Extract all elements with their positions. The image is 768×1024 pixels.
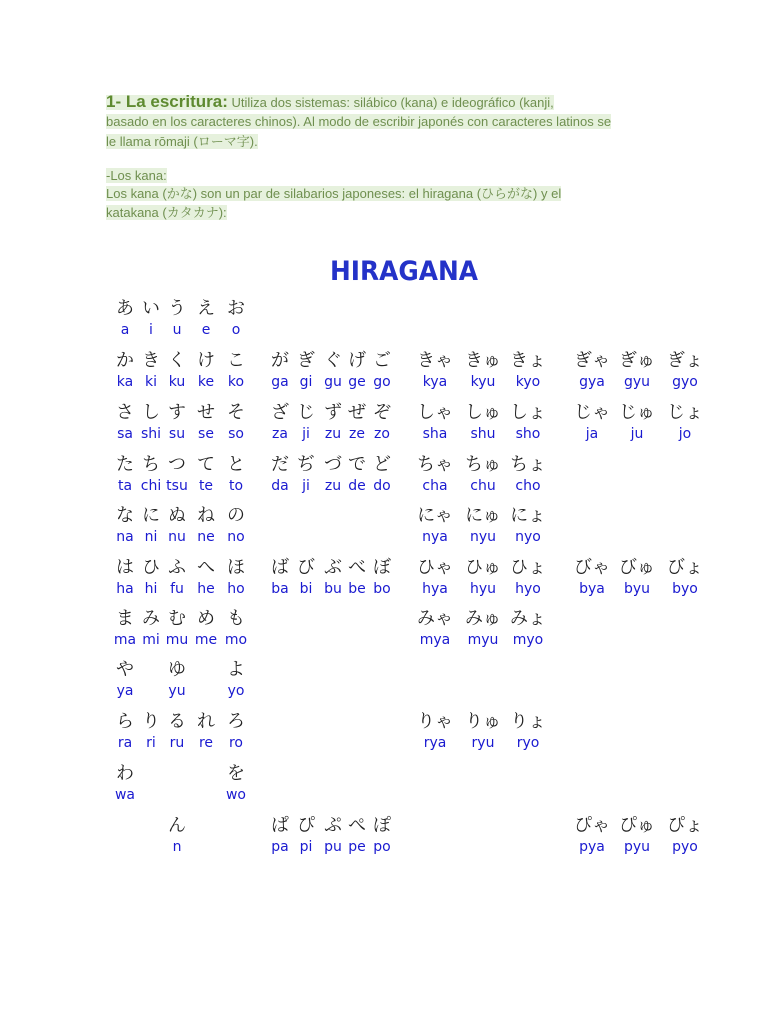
romaji-label: yo (227, 683, 245, 699)
kana-glyph: な (116, 505, 134, 526)
romaji-label: nu (168, 529, 186, 545)
kana-glyph: ゆ (168, 659, 186, 680)
kana-glyph: づ (324, 454, 342, 475)
kana-glyph: みゅ (465, 608, 501, 629)
kana-glyph: の (227, 505, 245, 526)
kana-subheading: -Los kana: (106, 168, 167, 183)
kana-paragraph-line2: katakana (カタカナ): (106, 205, 227, 220)
romaji-label: ga (271, 374, 289, 390)
kana-cell-cho (498, 453, 558, 495)
romaji-label: to (228, 478, 244, 494)
kana-glyph: あ (116, 298, 134, 319)
kana-glyph: にゃ (417, 505, 453, 526)
kana-glyph: ぢ (297, 454, 315, 475)
romaji-label: myu (467, 632, 499, 648)
romaji-label: no (227, 529, 245, 545)
kana-glyph: ぷ (324, 815, 342, 836)
romaji-label: gyo (672, 374, 698, 390)
kana-glyph: きゃ (417, 350, 453, 371)
romaji-label: ku (168, 374, 186, 390)
kana-glyph: びゅ (619, 557, 655, 578)
kana-glyph: じょ (667, 402, 703, 423)
kana-glyph: ぬ (168, 505, 186, 526)
romaji-label: hyu (469, 581, 497, 597)
kana-glyph: りゃ (417, 711, 453, 732)
romaji-label: pyo (672, 839, 698, 855)
kana-glyph: ぺ (348, 815, 366, 836)
romaji-label: u (172, 322, 182, 338)
kana-cell-myo (498, 607, 558, 649)
kana-glyph: ぜ (348, 402, 366, 423)
romaji-label: ji (302, 478, 310, 494)
romaji-label: chu (470, 478, 496, 494)
kana-glyph: さ (116, 402, 134, 423)
kana-glyph: り (142, 711, 160, 732)
romaji-label: bo (373, 581, 391, 597)
romaji-label: po (373, 839, 391, 855)
kana-glyph: じ (297, 402, 315, 423)
kana-glyph: ね (197, 505, 215, 526)
romaji-label: mu (165, 632, 189, 648)
kana-glyph: ひゅ (465, 557, 501, 578)
kana-glyph: しゃ (417, 402, 453, 423)
kana-glyph: ま (116, 608, 134, 629)
kana-glyph: ら (116, 711, 134, 732)
romaji-label: ju (630, 426, 644, 442)
romaji-label: byo (672, 581, 698, 597)
romaji-label: gyu (623, 374, 651, 390)
romaji-label: ji (302, 426, 310, 442)
kana-cell-go (352, 349, 412, 391)
kana-cell-yu (147, 658, 207, 700)
kana-glyph: にゅ (465, 505, 501, 526)
romaji-label: sho (515, 426, 541, 442)
kana-glyph: も (227, 608, 245, 629)
kana-glyph: にょ (510, 505, 546, 526)
kana-glyph: ぴ (297, 815, 315, 836)
kana-cell-jo (655, 401, 715, 443)
kana-glyph: ず (324, 402, 342, 423)
kana-glyph: しょ (510, 402, 546, 423)
romaji-label: pa (271, 839, 289, 855)
romaji-label: ryo (516, 735, 540, 751)
intro-paragraph-line1: 1- La escritura: Utiliza dos sistemas: silábico (kana) e ideográfico (kanji, (106, 92, 554, 111)
kana-cell-zo (352, 401, 412, 443)
romaji-label: ni (144, 529, 158, 545)
romaji-label: kya (422, 374, 448, 390)
romaji-label: ke (197, 374, 215, 390)
romaji-label: pya (579, 839, 605, 855)
romaji-label: ru (169, 735, 185, 751)
romaji-label: bi (299, 581, 313, 597)
kana-glyph: びゃ (574, 557, 610, 578)
romaji-label: fu (170, 581, 184, 597)
kana-cell-ro (206, 710, 266, 752)
romaji-label: bya (579, 581, 605, 597)
romaji-label: ba (271, 581, 289, 597)
kana-glyph: ぎ (297, 350, 315, 371)
romaji-label: bu (324, 581, 342, 597)
romaji-label: te (198, 478, 214, 494)
kana-glyph: へ (197, 557, 215, 578)
romaji-label: ha (116, 581, 134, 597)
romaji-label: he (197, 581, 215, 597)
kana-glyph: ぞ (373, 402, 391, 423)
kana-glyph: ふ (168, 557, 186, 578)
romaji-label: o (231, 322, 241, 338)
kana-cell-kyo (498, 349, 558, 391)
romaji-label: pu (324, 839, 342, 855)
kana-glyph: ぼ (373, 557, 391, 578)
kana-glyph: や (116, 659, 134, 680)
kana-cell-hyo (498, 556, 558, 598)
kana-cell-gyo (655, 349, 715, 391)
romaji-label: wo (225, 787, 246, 803)
kana-glyph: く (168, 350, 186, 371)
kana-glyph: こ (227, 350, 245, 371)
romaji-label: cha (422, 478, 448, 494)
kana-glyph: げ (348, 350, 366, 371)
kana-paragraph-line1: Los kana (かな) son un par de silabarios japoneses: el hiragana (ひらがな) y el (106, 186, 562, 201)
romaji-label: me (194, 632, 218, 648)
romaji-label: ja (585, 426, 599, 442)
kana-glyph: きょ (510, 350, 546, 371)
kana-glyph: に (142, 505, 160, 526)
kana-glyph: ひょ (510, 557, 546, 578)
kana-glyph: ぎゃ (574, 350, 610, 371)
romaji-label: be (348, 581, 366, 597)
kana-glyph: お (227, 298, 245, 319)
romaji-label: shi (140, 426, 162, 442)
kana-glyph: い (142, 298, 160, 319)
romaji-label: jo (678, 426, 692, 442)
kana-glyph: け (197, 350, 215, 371)
kana-cell-wa (95, 762, 155, 804)
intro-text (106, 92, 666, 223)
section-heading: 1- La escritura: (106, 92, 228, 111)
kana-glyph: ぎゅ (619, 350, 655, 371)
kana-glyph: ぴゃ (574, 815, 610, 836)
kana-cell-o (206, 297, 266, 339)
kana-glyph: か (116, 350, 134, 371)
kana-glyph: む (168, 608, 186, 629)
romaji-label: re (198, 735, 214, 751)
romaji-label: mo (224, 632, 248, 648)
kana-cell-ya (95, 658, 155, 700)
romaji-label: i (149, 322, 153, 338)
romaji-label: e (201, 322, 211, 338)
romaji-label: zo (374, 426, 390, 442)
kana-glyph: ぽ (373, 815, 391, 836)
romaji-label: nyu (469, 529, 497, 545)
kana-glyph: びょ (667, 557, 703, 578)
romaji-label: ka (116, 374, 134, 390)
kana-glyph: ご (373, 350, 391, 371)
romaji-label: zu (324, 426, 342, 442)
romaji-label: ryu (471, 735, 495, 751)
kana-glyph: ろ (227, 711, 245, 732)
romaji-label: kyu (470, 374, 496, 390)
kana-glyph: わ (116, 763, 134, 784)
romaji-label: ze (349, 426, 365, 442)
kana-glyph: つ (168, 454, 186, 475)
romaji-label: sa (117, 426, 133, 442)
kana-glyph: ち (142, 454, 160, 475)
kana-glyph: せ (197, 402, 215, 423)
kana-glyph: ひ (142, 557, 160, 578)
romaji-label: ro (228, 735, 243, 751)
romaji-label: a (120, 322, 130, 338)
romaji-label: ra (117, 735, 133, 751)
kana-glyph: う (168, 298, 186, 319)
kana-glyph: ど (373, 454, 391, 475)
romaji-label: se (198, 426, 214, 442)
kana-glyph: みゃ (417, 608, 453, 629)
kana-glyph: じゅ (619, 402, 655, 423)
romaji-label: byu (623, 581, 651, 597)
kana-cell-n (147, 814, 207, 856)
kana-glyph: た (116, 454, 134, 475)
romaji-label: so (228, 426, 244, 442)
romaji-label: gi (299, 374, 313, 390)
kana-glyph: ちゅ (465, 454, 501, 475)
kana-glyph: ん (168, 815, 186, 836)
kana-cell-nyo (498, 504, 558, 546)
romaji-label: hyo (515, 581, 541, 597)
romaji-label: rya (423, 735, 447, 751)
romaji-label: n (172, 839, 182, 855)
romaji-label: do (373, 478, 391, 494)
kana-glyph: し (142, 402, 160, 423)
kana-glyph: え (197, 298, 215, 319)
romaji-label: sha (422, 426, 448, 442)
kana-glyph: ぐ (324, 350, 342, 371)
hiragana-chart-title: HIRAGANA (330, 256, 479, 287)
kana-glyph: で (348, 454, 366, 475)
romaji-label: shu (470, 426, 496, 442)
kana-glyph: ば (271, 557, 289, 578)
kana-glyph: ちゃ (417, 454, 453, 475)
romaji-label: myo (512, 632, 544, 648)
romaji-label: ge (348, 374, 366, 390)
romaji-label: ne (197, 529, 215, 545)
kana-glyph: ぎょ (667, 350, 703, 371)
kana-glyph: き (142, 350, 160, 371)
romaji-label: hi (144, 581, 158, 597)
kana-cell-wo (206, 762, 266, 804)
kana-cell-bo (352, 556, 412, 598)
romaji-label: mi (142, 632, 160, 648)
romaji-label: wa (114, 787, 136, 803)
romaji-label: ki (145, 374, 157, 390)
romaji-label: ri (146, 735, 156, 751)
romaji-label: tsu (166, 478, 188, 494)
romaji-label: pi (299, 839, 313, 855)
romaji-label: de (348, 478, 366, 494)
romaji-label: ma (113, 632, 137, 648)
kana-cell-pyo (655, 814, 715, 856)
kana-glyph: べ (348, 557, 366, 578)
kana-glyph: め (197, 608, 215, 629)
kana-glyph: び (297, 557, 315, 578)
romaji-label: gu (324, 374, 342, 390)
kana-glyph: を (227, 763, 245, 784)
kana-cell-sho (498, 401, 558, 443)
kana-cell-po (352, 814, 412, 856)
romaji-label: kyo (515, 374, 541, 390)
kana-glyph: じゃ (574, 402, 610, 423)
kana-glyph: ぴょ (667, 815, 703, 836)
romaji-label: na (116, 529, 134, 545)
intro-paragraph-line2: basado en los caracteres chinos). Al modo de escribir japonés con caracteres latinos se (106, 114, 612, 129)
romaji-label: mya (419, 632, 451, 648)
kana-cell-no (206, 504, 266, 546)
kana-glyph: だ (271, 454, 289, 475)
romaji-label: ho (227, 581, 245, 597)
kana-glyph: ほ (227, 557, 245, 578)
romaji-label: hya (422, 581, 448, 597)
kana-glyph: きゅ (465, 350, 501, 371)
romaji-label: nya (422, 529, 448, 545)
kana-glyph: しゅ (465, 402, 501, 423)
kana-glyph: そ (227, 402, 245, 423)
romaji-label: cho (515, 478, 541, 494)
romaji-label: go (373, 374, 391, 390)
romaji-label: ta (117, 478, 133, 494)
romaji-label: gya (579, 374, 605, 390)
romaji-label: ko (227, 374, 245, 390)
kana-glyph: よ (227, 659, 245, 680)
kana-glyph: りょ (510, 711, 546, 732)
kana-glyph: て (197, 454, 215, 475)
kana-glyph: が (271, 350, 289, 371)
romaji-label: nyo (515, 529, 541, 545)
kana-glyph: ぶ (324, 557, 342, 578)
kana-glyph: りゅ (465, 711, 501, 732)
romaji-label: zu (324, 478, 342, 494)
romaji-label: yu (168, 683, 186, 699)
kana-glyph: ぱ (271, 815, 289, 836)
kana-cell-yo (206, 658, 266, 700)
romaji-label: su (168, 426, 186, 442)
kana-glyph: ちょ (510, 454, 546, 475)
romaji-label: pe (348, 839, 366, 855)
romaji-label: da (271, 478, 289, 494)
intro-paragraph-line3: le llama rōmaji (ローマ字). (106, 134, 258, 149)
kana-cell-do (352, 453, 412, 495)
kana-glyph: ぴゅ (619, 815, 655, 836)
kana-cell-byo (655, 556, 715, 598)
kana-glyph: み (142, 608, 160, 629)
romaji-label: za (272, 426, 288, 442)
kana-glyph: と (227, 454, 245, 475)
kana-glyph: る (168, 711, 186, 732)
kana-glyph: ひゃ (417, 557, 453, 578)
kana-glyph: れ (197, 711, 215, 732)
kana-glyph: は (116, 557, 134, 578)
romaji-label: pyu (623, 839, 651, 855)
kana-cell-ryo (498, 710, 558, 752)
romaji-label: chi (140, 478, 162, 494)
romaji-label: ya (116, 683, 134, 699)
kana-cell-mo (206, 607, 266, 649)
kana-glyph: ざ (271, 402, 289, 423)
kana-glyph: みょ (510, 608, 546, 629)
kana-glyph: す (168, 402, 186, 423)
